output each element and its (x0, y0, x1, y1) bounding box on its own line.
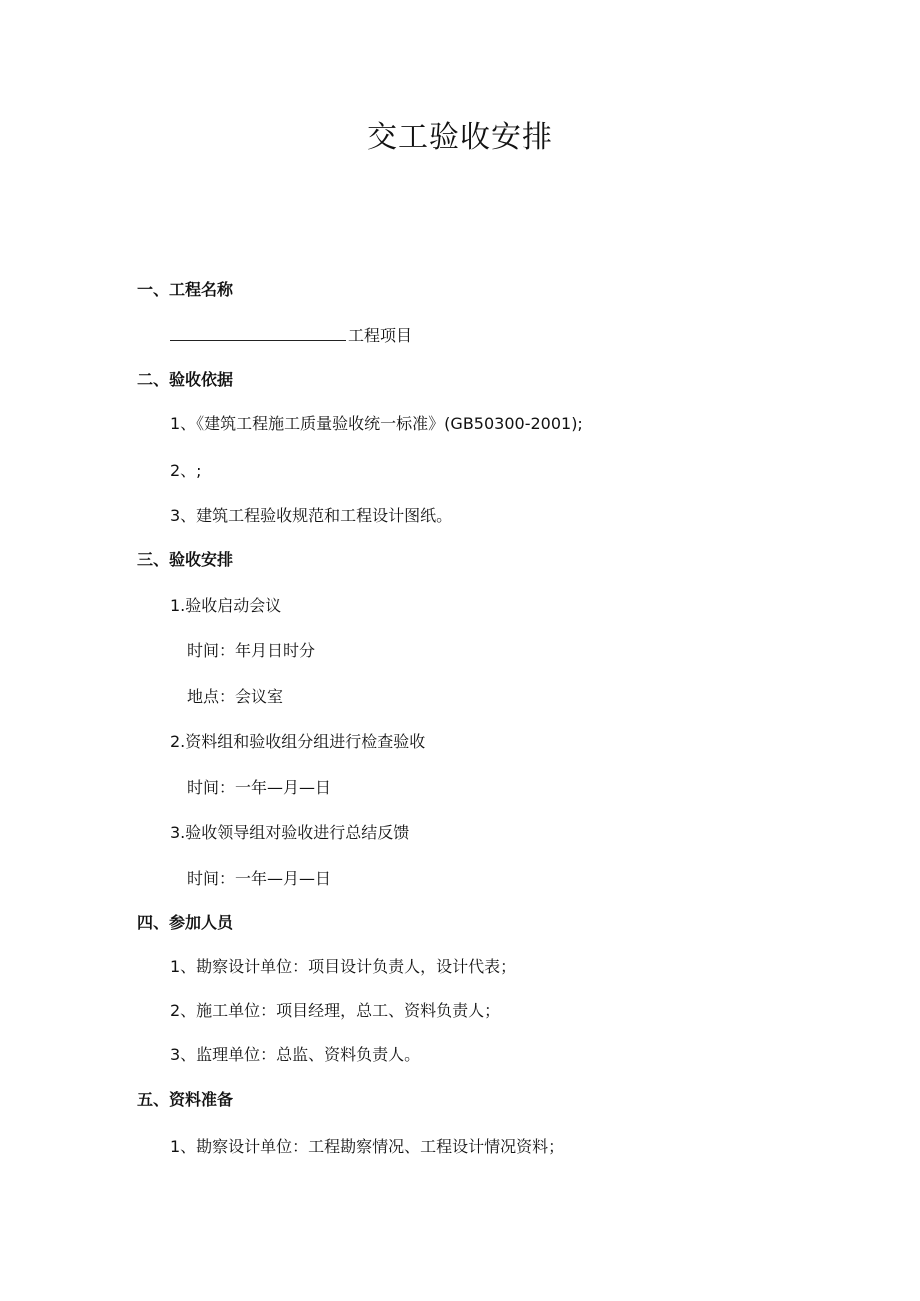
basis-item-1: 1、《建筑工程施工质量验收统一标准》(GB50300-2001); (170, 414, 583, 433)
schedule-feedback-time: 时间：一年—月—日 (187, 869, 332, 888)
materials-item-1: 1、勘察设计单位：工程勘察情况、工程设计情况资料； (170, 1137, 565, 1156)
section-heading-participants: 四、参加人员 (137, 913, 234, 932)
schedule-kickoff-place: 地点：会议室 (187, 687, 284, 706)
project-name-suffix: 工程项目 (348, 326, 413, 345)
section-heading-project-name: 一、工程名称 (137, 280, 234, 299)
section-heading-schedule: 三、验收安排 (137, 550, 234, 569)
section-heading-basis: 二、验收依据 (137, 370, 234, 389)
basis-item-2: 2、; (170, 461, 202, 480)
schedule-item-feedback: 3.验收领导组对验收进行总结反馈 (170, 823, 410, 842)
project-name-blank (170, 324, 346, 341)
section-heading-materials: 五、资料准备 (137, 1090, 234, 1109)
document-title: 交工验收安排 (367, 120, 553, 155)
schedule-item-kickoff: 1.验收启动会议 (170, 596, 282, 615)
schedule-item-inspection: 2.资料组和验收组分组进行检查验收 (170, 732, 426, 751)
participant-item-1: 1、勘察设计单位：项目设计负责人，设计代表； (170, 957, 517, 976)
project-name-line (170, 324, 412, 348)
participant-item-3: 3、监理单位：总监、资料负责人。 (170, 1045, 421, 1064)
participant-item-2: 2、施工单位：项目经理，总工、资料负责人； (170, 1001, 501, 1020)
schedule-inspection-time: 时间：一年—月—日 (187, 778, 332, 797)
basis-item-3: 3、建筑工程验收规范和工程设计图纸。 (170, 506, 453, 525)
schedule-kickoff-time: 时间：年月日时分 (187, 641, 316, 660)
